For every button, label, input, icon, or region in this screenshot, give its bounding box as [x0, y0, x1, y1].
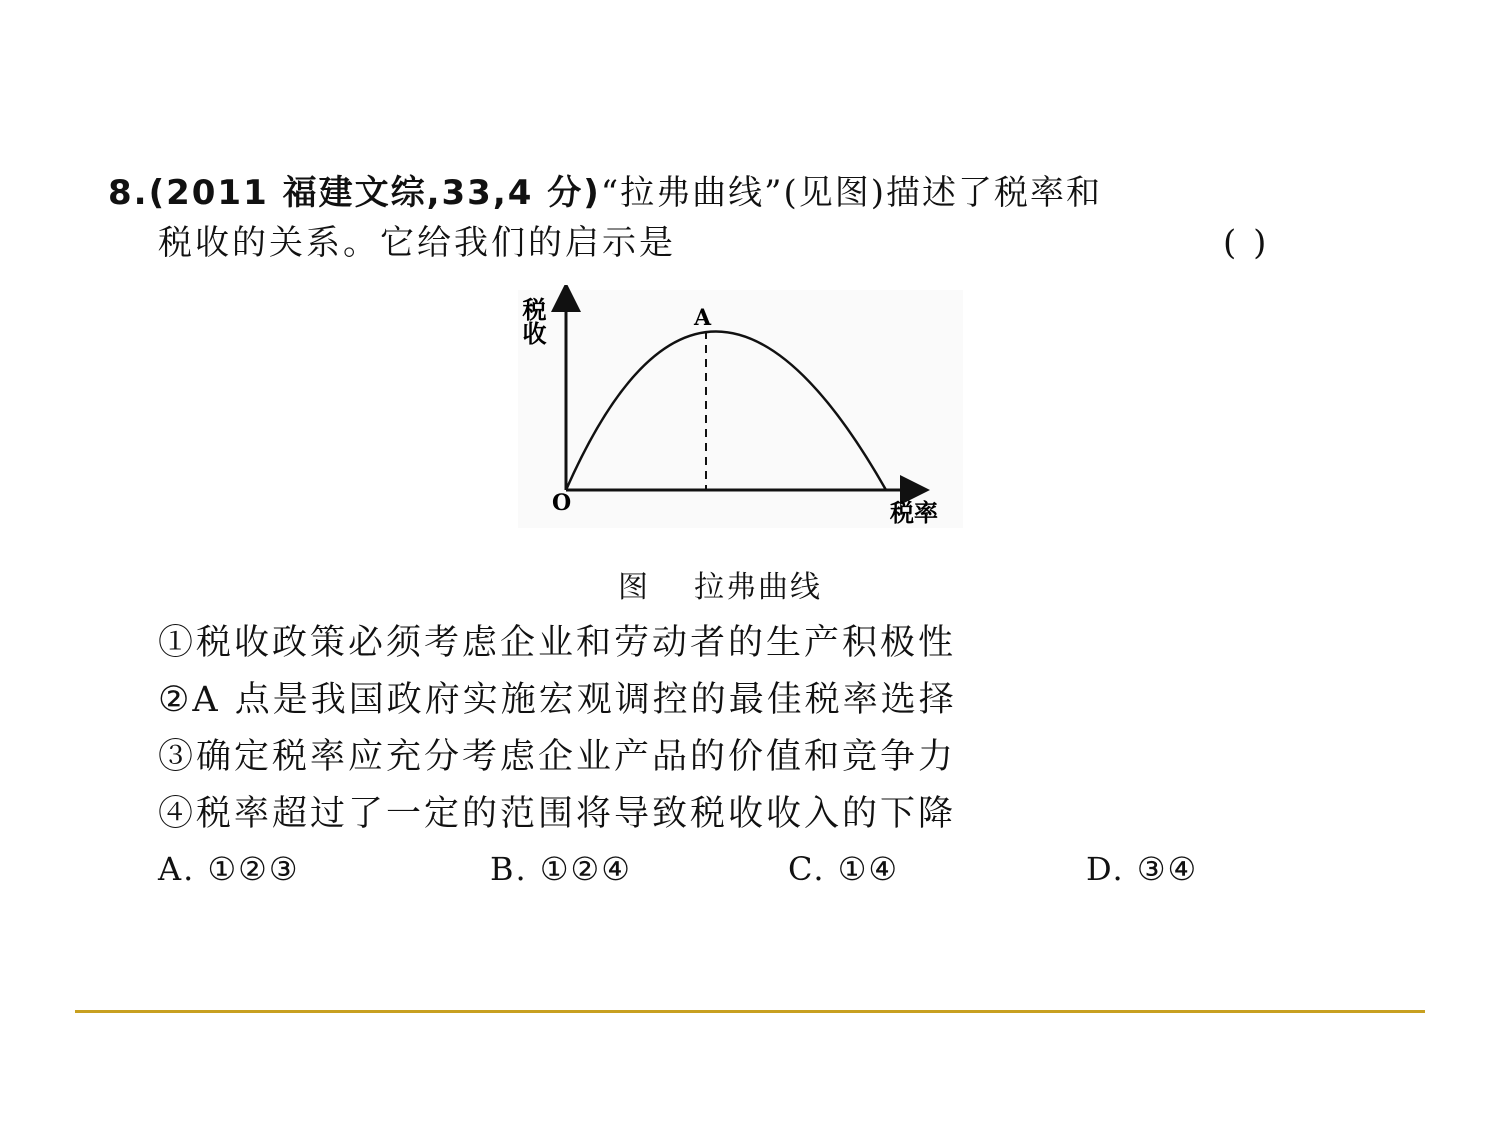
origin-label: O — [552, 490, 572, 516]
x-axis-label: 税率 — [890, 499, 938, 527]
statement-3: ③确定税率应充分考虑企业产品的价值和竞争力 — [158, 737, 957, 777]
question-stem-1: “拉弗曲线”(见图)描述了税率和 — [600, 173, 1103, 213]
choice-c: C. ①④ — [788, 850, 900, 888]
figure-caption-prefix: 图 — [618, 570, 650, 605]
figure-caption-title: 拉弗曲线 — [694, 570, 822, 605]
choice-b: B. ①②④ — [490, 850, 632, 888]
laffer-curve-diagram — [510, 285, 980, 530]
question-stem-2: 税收的关系。它给我们的启示是 — [158, 223, 676, 263]
question-number: 8. — [108, 173, 149, 213]
answer-choices — [158, 850, 1258, 900]
figure-caption — [618, 562, 822, 606]
footer-divider — [75, 1010, 1425, 1013]
laffer-curve-figure — [510, 285, 980, 530]
peak-label: A — [694, 305, 712, 331]
question-block — [108, 168, 1373, 268]
choice-a: A. ①②③ — [158, 850, 300, 888]
statement-2: ②A 点是我国政府实施宏观调控的最佳税率选择 — [158, 680, 957, 720]
answer-blank: ( ) — [1223, 223, 1270, 263]
y-axis-label: 税收 — [518, 297, 546, 345]
statement-list — [158, 615, 957, 843]
choice-d: D. ③④ — [1086, 850, 1199, 888]
figure-background — [518, 290, 963, 528]
question-line-2 — [108, 218, 1373, 268]
statement-1: ①税收政策必须考虑企业和劳动者的生产积极性 — [158, 623, 957, 663]
statement-4: ④税率超过了一定的范围将导致税收收入的下降 — [158, 794, 957, 834]
question-line-1 — [108, 168, 1373, 218]
question-source: (2011 福建文综,33,4 分) — [148, 173, 601, 213]
